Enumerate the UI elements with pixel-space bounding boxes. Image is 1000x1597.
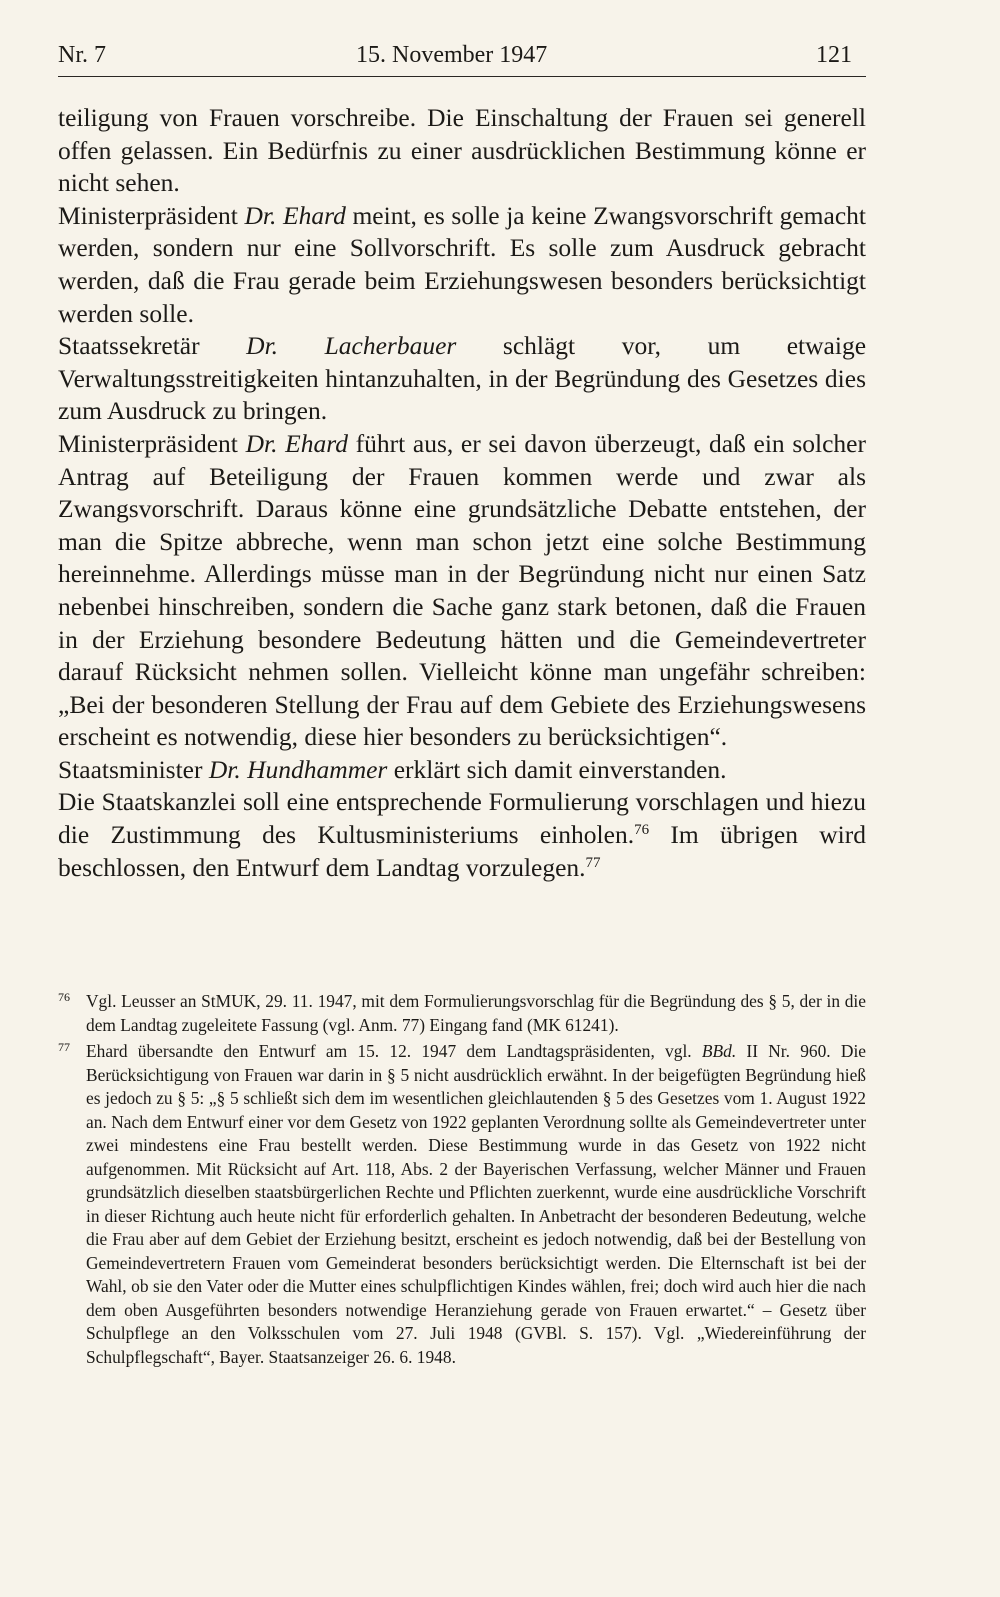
- speaker-name: Dr. Ehard: [244, 200, 346, 230]
- paragraph: [58, 754, 866, 787]
- paragraph: [58, 786, 866, 884]
- paragraph-text: führt aus, er sei davon überzeugt, daß ein solcher Antrag auf Beteiligung der Frauen kommen werde und zwar als Zwangsvorschrift. Daraus könne eine grundsätzliche Debatte entstehen, der man die Spitze abbreche, wenn man schon jetzt eine solche Bestimmung hereinnehme. Allerdings müsse man in der Begründung nicht nur einen Satz nebenbei hinschreiben, sondern die Sache ganz stark betonen, daß die Frauen in der Erziehung besondere Bedeutung hätten und die Gemeindevertreter darauf Rücksicht nehmen sollen. Vielleicht könne man ungefähr schreiben: „Bei der besonderen Stellung der Frau auf dem Gebiete des Erziehungswesens erscheint es notwendig, diese hier besonders zu berücksichtigen“.: [58, 428, 866, 752]
- footnote-text: II Nr. 960. Die Berücksichtigung von Frauen war darin in § 5 nicht ausdrücklich erwähnt. In der beigefügten Begründung hieß es jedoch zu § 5: „§ 5 schließt sich dem im wesentlichen gleichlautenden § 5 des Gesetzes vom 1. August 1922 an. Nach dem Entwurf einer vor dem Gesetz von 1922 geplanten Verordnung sollte als Gemeindevertreter unter zwei mindestens eine Frau bestellt werden. Diese Bestimmung wurde in das Gesetz von 1922 nicht aufgenommen. Mit Rücksicht auf Art. 118, Abs. 2 der Bayerischen Verfassung, welcher Männer und Frauen grundsätzlich dieselben staatsbürgerlichen Rechte und Pflichten zuerkennt, wurde eine ausdrückliche Vorschrift in dieser Richtung auch heute nicht für erforderlich gehalten. In Anbetracht der besonderen Bedeutung, welche die Frau aber auf dem Gebiet der Erziehung besitzt, erscheint es jedoch notwendig, daß bei der Bestellung von Gemeindevertretern Frauen vom Gemeinderat besonders berücksichtigt werden. Die Elternschaft ist bei der Wahl, ob sie den Vater oder die Mutter eines schulpflichtigen Kindes wählen, frei; doch wird auch hier die nach dem oben Ausgeführten besonders notwendige Heranziehung gerade von Frauen erwartet.“ – Gesetz über Schulpflege an den Volksschulen vom 27. Juli 1948 (GVBl. S. 157). Vgl. „Wiedereinführung der Schulpflegschaft“, Bayer. Staatsanzeiger 26. 6. 1948.: [86, 1041, 866, 1367]
- footnote-number: 76: [58, 990, 70, 1004]
- speaker-title: Ministerpräsident: [58, 428, 246, 458]
- issue-number: Nr. 7: [58, 42, 106, 68]
- speaker-name: Dr. Hundhammer: [208, 754, 388, 784]
- paragraph: [58, 428, 866, 754]
- speaker-name: Dr. Ehard: [245, 428, 348, 458]
- page-number: 121: [816, 42, 852, 68]
- footnote-text: Vgl. Leusser an StMUK, 29. 11. 1947, mit dem Formulierungsvorschlag für die Begründung des § 5, der in die dem Landtag zugeleitete Fassung (vgl. Anm. 77) Eingang fand (MK 61241).: [86, 991, 866, 1035]
- footnote-77: [58, 1040, 866, 1369]
- paragraph-text: Die Staatskanzlei soll eine entsprechende Formulierung vorschlagen und hiezu die Zustimmung des Kultusministeriums einholen.: [58, 787, 866, 850]
- paragraph-text: meint, es solle ja keine Zwangsvorschrift gemacht werden, sondern nur eine Sollvorschrift. Es solle zum Ausdruck gebracht werden, daß die Frau gerade beim Erziehungswesen besonders berücksichtigt werden solle.: [58, 200, 866, 328]
- footnote-76: [58, 990, 866, 1037]
- footnote-ref[interactable]: 76: [634, 822, 650, 839]
- running-header: [58, 40, 866, 77]
- paragraph-text: Im übrigen wird beschlossen, den Entwurf dem Landtag vorzulegen.: [58, 820, 866, 882]
- speaker-title: Staatsminister: [58, 754, 209, 784]
- paragraph: [58, 200, 866, 330]
- footnote-number: 77: [58, 1040, 70, 1054]
- footnotes: [58, 990, 866, 1369]
- main-text: [58, 102, 866, 884]
- speaker-title: Staatssekretär: [58, 331, 247, 361]
- paragraph: [58, 330, 866, 428]
- paragraph-text: schlägt vor, um etwaige Verwaltungsstreitigkeiten hintanzuhalten, in der Begründung des Gesetzes dies zum Ausdruck zu bringen.: [58, 331, 867, 426]
- footnote-citation: BBd.: [701, 1041, 737, 1061]
- paragraph-text: erklärt sich damit einverstanden.: [387, 754, 727, 784]
- paragraph: teiligung von Frauen vorschreibe. Die Einschaltung der Frauen sei generell offen gelassen. Ein Bedürfnis zu einer ausdrücklichen Bestimmung könne er nicht sehen.: [58, 103, 866, 198]
- speaker-name: Dr. Lacherbauer: [246, 331, 457, 361]
- speaker-title: Ministerpräsident: [58, 200, 245, 230]
- footnote-text: Ehard übersandte den Entwurf am 15. 12. 1947 dem Landtagspräsidenten, vgl.: [86, 1041, 702, 1061]
- footnote-ref[interactable]: 77: [585, 854, 601, 871]
- header-date: 15. November 1947: [356, 42, 548, 68]
